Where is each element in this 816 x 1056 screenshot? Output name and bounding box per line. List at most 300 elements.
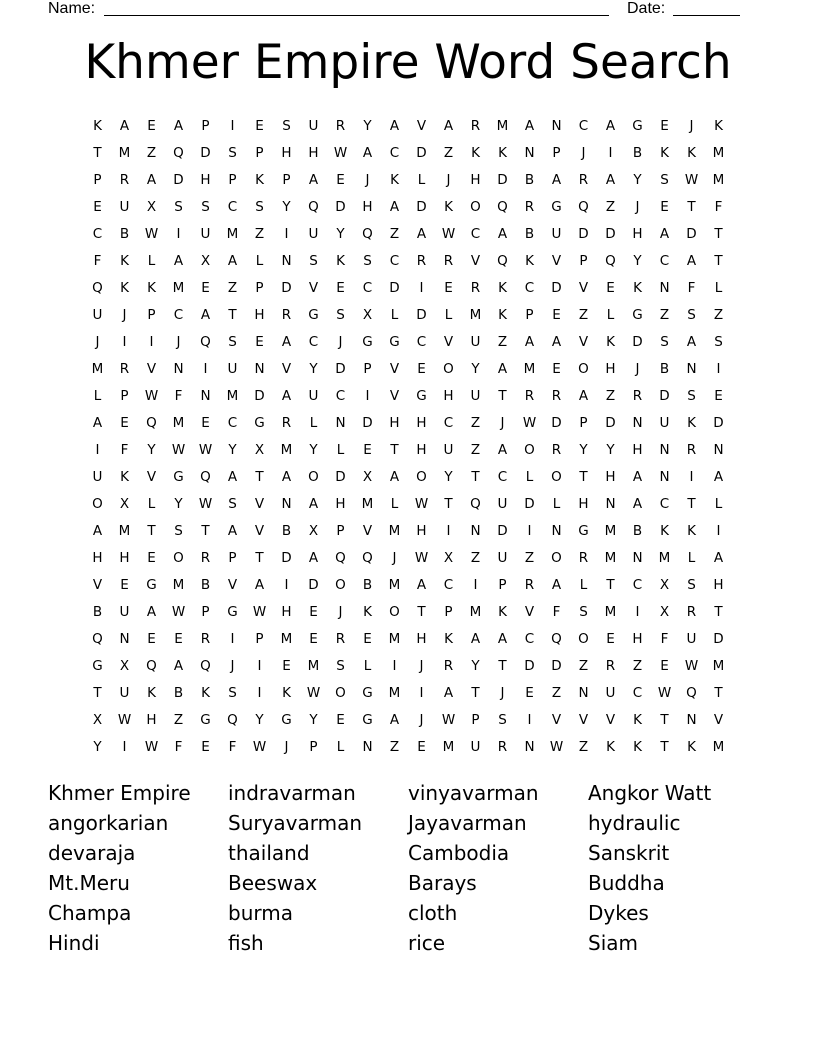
grid-letter: Y xyxy=(471,657,480,674)
grid-letter: V xyxy=(254,522,265,539)
grid-letter: I xyxy=(230,630,235,647)
grid-letter: V xyxy=(281,360,292,377)
grid-letter: D xyxy=(605,414,616,431)
grid-letter: U xyxy=(470,387,481,404)
grid-letter: H xyxy=(281,603,292,620)
grid-letter: P xyxy=(579,252,588,269)
grid-letter: H xyxy=(443,387,454,404)
word-list-item: Barays xyxy=(408,871,477,895)
grid-letter: A xyxy=(659,225,670,242)
grid-letter: C xyxy=(416,333,427,350)
grid-letter: J xyxy=(338,603,343,620)
grid-letter: X xyxy=(119,657,130,674)
grid-letter: U xyxy=(470,333,481,350)
grid-letter: I xyxy=(257,684,262,701)
grid-letter: M xyxy=(388,684,401,701)
grid-letter: M xyxy=(226,225,239,242)
grid-letter: Q xyxy=(92,279,103,296)
grid-letter: M xyxy=(388,576,401,593)
grid-letter: F xyxy=(120,441,129,458)
grid-letter: Q xyxy=(551,630,562,647)
grid-letter: R xyxy=(578,171,589,188)
grid-letter: Q xyxy=(686,684,697,701)
grid-letter: C xyxy=(308,333,319,350)
grid-letter: Z xyxy=(605,387,616,404)
grid-letter: F xyxy=(93,252,102,269)
grid-letter: I xyxy=(473,576,478,593)
word-list-item: Hindi xyxy=(48,931,100,955)
grid-letter: O xyxy=(551,468,562,485)
grid-letter: X xyxy=(362,306,373,323)
name-blank-line[interactable] xyxy=(104,15,609,16)
grid-letter: K xyxy=(687,738,696,755)
grid-letter: S xyxy=(228,333,237,350)
grid-letter: Q xyxy=(173,144,184,161)
grid-letter: V xyxy=(551,252,562,269)
grid-letter: L xyxy=(93,387,102,404)
grid-letter: K xyxy=(363,603,372,620)
grid-letter: Z xyxy=(578,306,589,323)
grid-letter: P xyxy=(255,279,264,296)
grid-letter: Z xyxy=(443,144,454,161)
grid-letter: G xyxy=(146,576,157,593)
grid-letter: Q xyxy=(470,495,481,512)
grid-letter: Q xyxy=(200,657,211,674)
word-list-item: rice xyxy=(408,931,446,955)
grid-letter: U xyxy=(308,117,319,134)
grid-letter: V xyxy=(713,711,724,728)
word-list-item: Khmer Empire xyxy=(48,781,191,805)
grid-letter: L xyxy=(336,441,345,458)
grid-letter: M xyxy=(388,522,401,539)
grid-letter: H xyxy=(146,711,157,728)
grid-letter: L xyxy=(417,171,426,188)
grid-letter: A xyxy=(308,171,319,188)
grid-letter: Y xyxy=(579,441,588,458)
grid-letter: D xyxy=(389,279,400,296)
grid-letter: U xyxy=(92,468,103,485)
grid-letter: A xyxy=(173,657,184,674)
grid-letter: R xyxy=(335,117,346,134)
grid-letter: A xyxy=(605,171,616,188)
grid-letter: D xyxy=(335,198,346,215)
grid-letter: M xyxy=(604,549,617,566)
word-list-item: Mt.Meru xyxy=(48,871,130,895)
grid-letter: R xyxy=(443,657,454,674)
grid-letter: C xyxy=(578,117,589,134)
grid-letter: B xyxy=(281,522,292,539)
date-label: Date: xyxy=(627,0,666,17)
grid-letter: D xyxy=(632,333,643,350)
grid-letter: O xyxy=(578,630,589,647)
grid-letter: W xyxy=(549,738,564,755)
grid-letter: N xyxy=(470,522,481,539)
grid-letter: J xyxy=(230,657,235,674)
grid-letter: H xyxy=(308,144,319,161)
grid-letter: E xyxy=(660,198,669,215)
grid-letter: M xyxy=(172,576,185,593)
grid-letter: N xyxy=(551,522,562,539)
grid-letter: D xyxy=(524,495,535,512)
grid-letter: D xyxy=(686,225,697,242)
grid-letter: N xyxy=(254,360,265,377)
grid-letter: S xyxy=(174,198,183,215)
grid-letter: Q xyxy=(92,630,103,647)
grid-letter: T xyxy=(660,738,669,755)
grid-letter: L xyxy=(363,657,372,674)
grid-letter: A xyxy=(497,225,508,242)
grid-letter: D xyxy=(551,657,562,674)
grid-letter: O xyxy=(389,603,400,620)
grid-letter: B xyxy=(659,360,670,377)
grid-letter: O xyxy=(443,360,454,377)
grid-letter: W xyxy=(441,225,456,242)
grid-letter: V xyxy=(551,711,562,728)
grid-letter: E xyxy=(174,630,183,647)
grid-letter: U xyxy=(119,603,130,620)
grid-letter: M xyxy=(658,549,671,566)
grid-letter: H xyxy=(389,414,400,431)
word-list-item: Buddha xyxy=(588,871,665,895)
grid-letter: H xyxy=(632,225,643,242)
grid-letter: L xyxy=(525,468,534,485)
grid-letter: H xyxy=(632,630,643,647)
grid-letter: A xyxy=(227,522,238,539)
grid-letter: A xyxy=(173,252,184,269)
grid-letter: H xyxy=(713,576,724,593)
grid-letter: H xyxy=(416,630,427,647)
grid-letter: A xyxy=(146,171,157,188)
grid-letter: I xyxy=(122,333,127,350)
grid-letter: E xyxy=(552,306,561,323)
page-title: Khmer Empire Word Search xyxy=(84,35,732,90)
word-list xyxy=(48,778,768,958)
grid-letter: F xyxy=(174,738,183,755)
grid-letter: Z xyxy=(470,414,481,431)
grid-letter: G xyxy=(254,414,265,431)
grid-letter: B xyxy=(362,576,373,593)
grid-letter: R xyxy=(281,306,292,323)
grid-letter: S xyxy=(309,252,318,269)
grid-letter: W xyxy=(333,144,348,161)
date-blank-line[interactable] xyxy=(673,15,740,16)
grid-letter: U xyxy=(227,360,238,377)
grid-letter: A xyxy=(578,387,589,404)
grid-letter: M xyxy=(226,387,239,404)
grid-letter: X xyxy=(659,576,670,593)
grid-letter: L xyxy=(552,495,561,512)
grid-letter: K xyxy=(120,468,129,485)
grid-letter: C xyxy=(497,468,508,485)
grid-letter: E xyxy=(255,117,264,134)
grid-letter: B xyxy=(119,225,130,242)
grid-letter: P xyxy=(444,603,453,620)
grid-letter: U xyxy=(551,225,562,242)
grid-letter: L xyxy=(336,738,345,755)
grid-letter: I xyxy=(419,684,424,701)
grid-letter: I xyxy=(284,576,289,593)
grid-letter: V xyxy=(578,333,589,350)
grid-letter: R xyxy=(119,171,130,188)
grid-letter: D xyxy=(659,387,670,404)
grid-letter: K xyxy=(525,252,534,269)
grid-letter: V xyxy=(146,360,157,377)
grid-letter: U xyxy=(119,198,130,215)
grid-letter: O xyxy=(551,549,562,566)
grid-letter: I xyxy=(176,225,181,242)
grid-letter: H xyxy=(416,414,427,431)
grid-letter: A xyxy=(524,333,535,350)
grid-letter: A xyxy=(227,468,238,485)
grid-letter: D xyxy=(551,279,562,296)
grid-letter: K xyxy=(660,522,669,539)
grid-letter: K xyxy=(633,711,642,728)
grid-letter: Z xyxy=(578,657,589,674)
grid-letter: D xyxy=(713,414,724,431)
grid-letter: Z xyxy=(470,549,481,566)
grid-letter: M xyxy=(280,630,293,647)
grid-letter: T xyxy=(714,252,723,269)
grid-letter: C xyxy=(632,576,643,593)
grid-letter: A xyxy=(632,468,643,485)
grid-letter: Y xyxy=(309,441,318,458)
grid-letter: Y xyxy=(174,495,183,512)
grid-letter: W xyxy=(684,171,699,188)
grid-letter: D xyxy=(254,387,265,404)
grid-letter: S xyxy=(282,117,291,134)
grid-letter: B xyxy=(524,171,535,188)
grid-letter: V xyxy=(605,711,616,728)
grid-letter: E xyxy=(201,279,210,296)
grid-letter: A xyxy=(146,603,157,620)
grid-letter: L xyxy=(444,306,453,323)
grid-letter: K xyxy=(93,117,102,134)
grid-letter: E xyxy=(525,684,534,701)
grid-letter: I xyxy=(122,738,127,755)
grid-letter: M xyxy=(604,603,617,620)
grid-letter: A xyxy=(227,252,238,269)
grid-letter: J xyxy=(446,171,451,188)
grid-letter: Y xyxy=(444,468,453,485)
grid-letter: A xyxy=(281,387,292,404)
grid-letter: K xyxy=(201,684,210,701)
grid-letter: C xyxy=(389,144,400,161)
grid-letter: A xyxy=(389,198,400,215)
grid-letter: N xyxy=(173,360,184,377)
grid-letter: A xyxy=(389,468,400,485)
grid-letter: U xyxy=(659,414,670,431)
grid-letter: R xyxy=(470,279,481,296)
grid-letter: I xyxy=(419,279,424,296)
grid-letter: Q xyxy=(362,225,373,242)
grid-letter: S xyxy=(687,306,696,323)
grid-letter: Q xyxy=(362,549,373,566)
grid-letter: A xyxy=(686,252,697,269)
name-label: Name: xyxy=(48,0,96,17)
grid-letter: S xyxy=(201,198,210,215)
grid-letter: G xyxy=(362,684,373,701)
grid-letter: R xyxy=(200,549,211,566)
grid-letter: T xyxy=(201,522,210,539)
grid-letter: S xyxy=(687,387,696,404)
grid-letter: G xyxy=(389,333,400,350)
grid-letter: S xyxy=(255,198,264,215)
grid-letter: X xyxy=(362,468,373,485)
grid-letter: K xyxy=(633,738,642,755)
grid-letter: X xyxy=(200,252,211,269)
word-list-item: angorkarian xyxy=(48,811,169,835)
grid-letter: F xyxy=(714,198,723,215)
grid-letter: T xyxy=(255,549,264,566)
grid-letter: T xyxy=(147,522,156,539)
grid-letter: T xyxy=(606,576,615,593)
grid-letter: K xyxy=(498,603,507,620)
grid-letter: S xyxy=(660,333,669,350)
grid-letter: O xyxy=(308,468,319,485)
grid-letter: K xyxy=(687,144,696,161)
grid-letter: S xyxy=(579,603,588,620)
grid-letter: T xyxy=(417,603,426,620)
grid-letter: Y xyxy=(471,360,480,377)
grid-letter: T xyxy=(579,468,588,485)
grid-letter: A xyxy=(119,117,130,134)
grid-letter: E xyxy=(417,738,426,755)
grid-letter: J xyxy=(581,144,586,161)
grid-letter: P xyxy=(363,360,372,377)
grid-letter: E xyxy=(336,171,345,188)
word-list-item: devaraja xyxy=(48,841,136,865)
grid-letter: S xyxy=(228,495,237,512)
grid-letter: O xyxy=(416,468,427,485)
grid-letter: D xyxy=(173,171,184,188)
grid-letter: O xyxy=(335,576,346,593)
grid-letter: Z xyxy=(389,225,400,242)
grid-letter: A xyxy=(281,468,292,485)
grid-letter: Q xyxy=(200,333,211,350)
grid-letter: I xyxy=(608,144,613,161)
grid-letter: H xyxy=(416,522,427,539)
grid-letter: O xyxy=(173,549,184,566)
grid-letter: L xyxy=(579,576,588,593)
grid-letter: E xyxy=(309,603,318,620)
grid-letter: M xyxy=(442,738,455,755)
grid-letter: O xyxy=(470,198,481,215)
grid-letter: D xyxy=(416,144,427,161)
grid-letter: G xyxy=(578,522,589,539)
grid-letter: D xyxy=(551,414,562,431)
grid-letter: N xyxy=(659,279,670,296)
grid-letter: B xyxy=(632,522,643,539)
grid-letter: E xyxy=(552,360,561,377)
grid-letter: V xyxy=(389,360,400,377)
grid-letter: G xyxy=(551,198,562,215)
grid-letter: L xyxy=(606,306,615,323)
grid-letter: S xyxy=(498,711,507,728)
grid-letter: J xyxy=(338,333,343,350)
word-list-item: Jayavarman xyxy=(408,811,527,835)
grid-letter: N xyxy=(335,414,346,431)
grid-letter: S xyxy=(336,306,345,323)
grid-letter: U xyxy=(605,684,616,701)
grid-letter: M xyxy=(523,360,536,377)
grid-letter: R xyxy=(605,657,616,674)
grid-letter: U xyxy=(686,630,697,647)
grid-letter: D xyxy=(281,279,292,296)
grid-letter: V xyxy=(362,522,373,539)
grid-letter: T xyxy=(93,144,102,161)
grid-letter: M xyxy=(172,279,185,296)
grid-letter: Q xyxy=(146,414,157,431)
grid-letter: M xyxy=(91,360,104,377)
grid-letter: J xyxy=(95,333,100,350)
word-list-item: indravarman xyxy=(228,781,356,805)
grid-letter: A xyxy=(200,306,211,323)
grid-letter: D xyxy=(200,144,211,161)
grid-letter: R xyxy=(578,549,589,566)
grid-letter: X xyxy=(443,549,454,566)
grid-letter: A xyxy=(281,333,292,350)
grid-letter: U xyxy=(497,549,508,566)
grid-letter: R xyxy=(497,738,508,755)
grid-letter: Y xyxy=(633,252,642,269)
word-list-item: fish xyxy=(228,931,264,955)
grid-letter: D xyxy=(362,414,373,431)
grid-letter: R xyxy=(119,360,130,377)
grid-letter: H xyxy=(335,495,346,512)
grid-letter: P xyxy=(201,603,210,620)
grid-letter: C xyxy=(524,279,535,296)
grid-letter: A xyxy=(497,360,508,377)
grid-letter: I xyxy=(257,657,262,674)
grid-letter: F xyxy=(174,387,183,404)
grid-letter: Q xyxy=(227,711,238,728)
grid-letter: K xyxy=(714,117,723,134)
grid-letter: A xyxy=(308,549,319,566)
grid-letter: Z xyxy=(227,279,238,296)
grid-letter: V xyxy=(389,387,400,404)
grid-letter: Z xyxy=(605,198,616,215)
grid-letter: Z xyxy=(470,441,481,458)
grid-letter: D xyxy=(281,549,292,566)
grid-letter: M xyxy=(280,441,293,458)
grid-letter: Z xyxy=(551,684,562,701)
grid-letter: Y xyxy=(282,198,291,215)
grid-letter: N xyxy=(362,738,373,755)
word-list-item: thailand xyxy=(228,841,310,865)
grid-letter: U xyxy=(443,441,454,458)
grid-letter: J xyxy=(500,684,505,701)
grid-letter: Q xyxy=(497,198,508,215)
grid-letter: K xyxy=(498,144,507,161)
grid-letter: K xyxy=(390,171,399,188)
grid-letter: U xyxy=(497,495,508,512)
grid-letter: H xyxy=(254,306,265,323)
grid-letter: K xyxy=(120,252,129,269)
grid-letter: E xyxy=(336,711,345,728)
grid-letter: M xyxy=(172,414,185,431)
word-list-item: Champa xyxy=(48,901,132,925)
word-list-item: Suryavarman xyxy=(228,811,363,835)
grid-letter: G xyxy=(200,711,211,728)
word-list-item: Dykes xyxy=(588,901,649,925)
grid-letter: A xyxy=(524,117,535,134)
grid-letter: I xyxy=(284,225,289,242)
grid-letter: N xyxy=(281,495,292,512)
grid-letter: E xyxy=(714,387,723,404)
grid-letter: T xyxy=(255,468,264,485)
word-list-item: burma xyxy=(228,901,293,925)
grid-letter: F xyxy=(687,279,696,296)
